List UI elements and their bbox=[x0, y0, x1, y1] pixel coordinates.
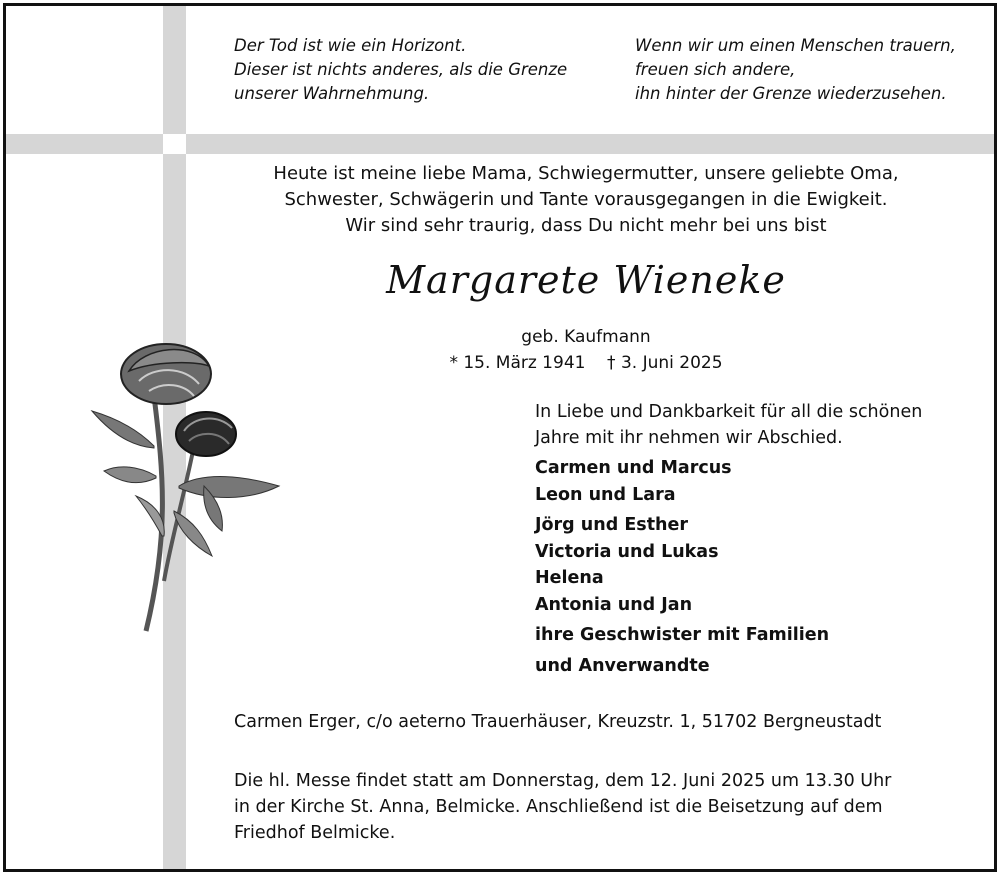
mourner: und Anverwandte bbox=[535, 655, 710, 676]
intro-line: Wir sind sehr traurig, dass Du nicht mehr bei uns bist bbox=[345, 215, 827, 236]
mourner: Helena bbox=[535, 568, 604, 588]
poem-line: unserer Wahrnehmung. bbox=[234, 84, 430, 103]
poem-line: Wenn wir um einen Menschen trauern, bbox=[635, 36, 956, 55]
poem-line: Der Tod ist wie ein Horizont. bbox=[234, 36, 467, 55]
mourner: Jörg und Esther bbox=[535, 515, 689, 535]
mourner: Leon und Lara bbox=[535, 484, 676, 505]
intro-text bbox=[186, 161, 986, 239]
mourner: Carmen und Marcus bbox=[535, 458, 732, 478]
deceased-name: Margarete Wieneke bbox=[386, 258, 786, 302]
thanks-line: Jahre mit ihr nehmen wir Abschied. bbox=[535, 428, 843, 448]
mass-line: in der Kirche St. Anna, Belmicke. Anschließend ist die Beisetzung auf dem bbox=[234, 797, 883, 817]
cross-horizontal-bar bbox=[6, 134, 994, 154]
thanks-line: In Liebe und Dankbarkeit für all die schönen bbox=[535, 402, 923, 422]
obituary-frame bbox=[3, 3, 997, 872]
mourner: Antonia und Jan bbox=[535, 594, 693, 615]
life-dates bbox=[186, 324, 986, 376]
poem-line: Dieser ist nichts anderes, als die Grenze bbox=[234, 60, 568, 79]
cross-center-gap bbox=[163, 134, 186, 154]
poem-right bbox=[635, 34, 956, 106]
birth-name: geb. Kaufmann bbox=[521, 327, 651, 347]
mass-line: Friedhof Belmicke. bbox=[234, 823, 396, 843]
poem-left bbox=[234, 34, 567, 106]
intro-line: Heute ist meine liebe Mama, Schwiegermutter, unsere geliebte Oma, bbox=[273, 163, 899, 184]
mourners-list bbox=[535, 455, 829, 679]
dates: * 15. März 1941 † 3. Juni 2025 bbox=[449, 353, 723, 373]
mass-info bbox=[234, 768, 891, 846]
poem-line: ihn hinter der Grenze wiederzusehen. bbox=[635, 84, 947, 103]
intro-line: Schwester, Schwägerin und Tante vorausgegangen in die Ewigkeit. bbox=[284, 189, 888, 210]
rose-icon bbox=[84, 336, 284, 636]
mass-line: Die hl. Messe findet statt am Donnerstag, dem 12. Juni 2025 um 13.30 Uhr bbox=[234, 771, 892, 791]
contact-address: Carmen Erger, c/o aeterno Trauerhäuser, Kreuzstr. 1, 51702 Bergneustadt bbox=[234, 712, 882, 732]
mourner: Victoria und Lukas bbox=[535, 541, 719, 562]
mourner: ihre Geschwister mit Familien bbox=[535, 625, 830, 645]
poem-line: freuen sich andere, bbox=[635, 60, 796, 79]
thanks-text bbox=[535, 399, 922, 451]
